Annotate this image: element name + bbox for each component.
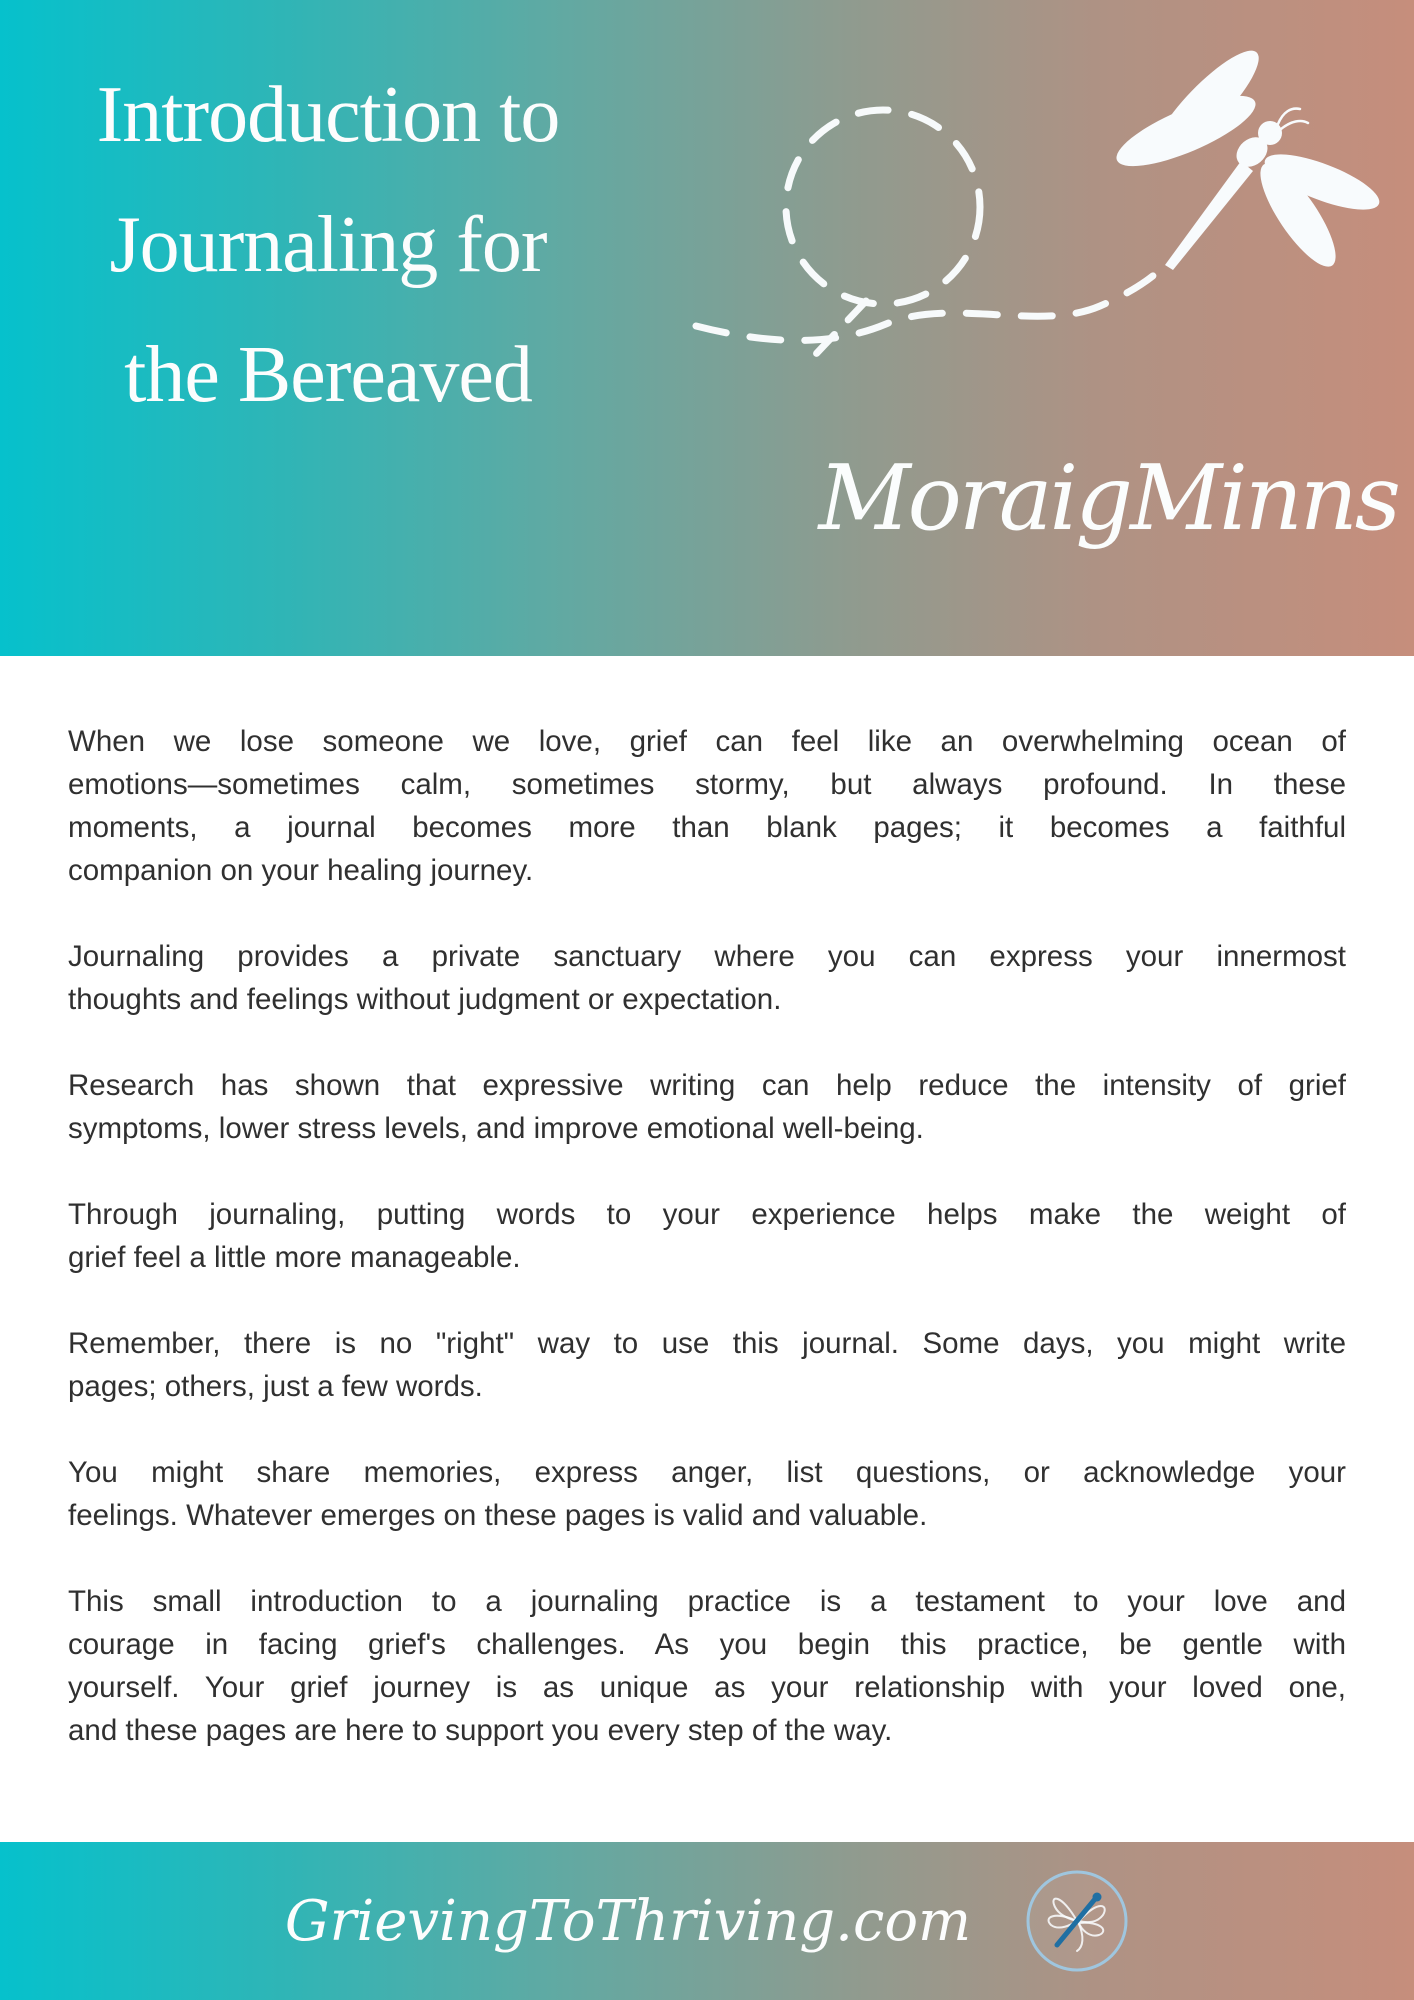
flight-cross xyxy=(815,301,866,355)
title-line-1: Introduction to xyxy=(96,71,560,159)
page-title xyxy=(26,50,630,440)
text-line: emotions—sometimes calm, sometimes stormy, but always profound. In these xyxy=(68,768,1346,801)
paragraph xyxy=(68,1064,1346,1150)
footer-band xyxy=(0,1842,1414,2000)
text-line: and these pages are here to support you every step of the way. xyxy=(68,1714,893,1747)
paragraph xyxy=(68,1580,1346,1752)
text-line: thoughts and feelings without judgment or expectation. xyxy=(68,983,782,1016)
body-content xyxy=(0,656,1414,1752)
text-line: Research has shown that expressive writing can help reduce the intensity of grief xyxy=(68,1069,1346,1102)
text-line: moments, a journal becomes more than blank pages; it becomes a faithful xyxy=(68,811,1346,844)
text-line: Journaling provides a private sanctuary where you can express your innermost xyxy=(68,940,1346,973)
title-line-3: the Bereaved xyxy=(124,331,532,419)
flight-loop xyxy=(786,110,980,304)
header-band xyxy=(0,0,1414,656)
website-link[interactable]: GrievingToThriving.com xyxy=(284,1888,972,1954)
title-line-2: Journaling for xyxy=(109,201,547,289)
paragraph xyxy=(68,720,1346,892)
paragraph xyxy=(68,1451,1346,1537)
text-line: companion on your healing journey. xyxy=(68,854,534,887)
text-line: grief feel a little more manageable. xyxy=(68,1241,521,1274)
dragonfly-logo xyxy=(1025,1869,1129,1973)
text-line: When we lose someone we love, grief can feel like an overwhelming ocean of xyxy=(68,725,1346,758)
text-line: This small introduction to a journaling practice is a testament to your love and xyxy=(68,1585,1346,1618)
text-line: Remember, there is no "right" way to use this journal. Some days, you might write xyxy=(68,1327,1346,1360)
dragonfly-icon xyxy=(1109,39,1386,277)
text-line: You might share memories, express anger, list questions, or acknowledge your xyxy=(68,1456,1346,1489)
text-line: courage in facing grief's challenges. As you begin this practice, be gentle with xyxy=(68,1628,1346,1661)
text-line: feelings. Whatever emerges on these pages is valid and valuable. xyxy=(68,1499,928,1532)
paragraph xyxy=(68,935,1346,1021)
text-line: pages; others, just a few words. xyxy=(68,1370,483,1403)
text-line: Through journaling, putting words to your experience helps make the weight of xyxy=(68,1198,1346,1231)
text-line: symptoms, lower stress levels, and improve emotional well-being. xyxy=(68,1112,924,1145)
author-signature: MoraigMinns xyxy=(818,446,1398,551)
paragraph xyxy=(68,1193,1346,1279)
paragraph xyxy=(68,1322,1346,1408)
flight-trail xyxy=(696,263,1167,340)
text-line: yourself. Your grief journey is as unique as your relationship with your loved one, xyxy=(68,1671,1346,1704)
